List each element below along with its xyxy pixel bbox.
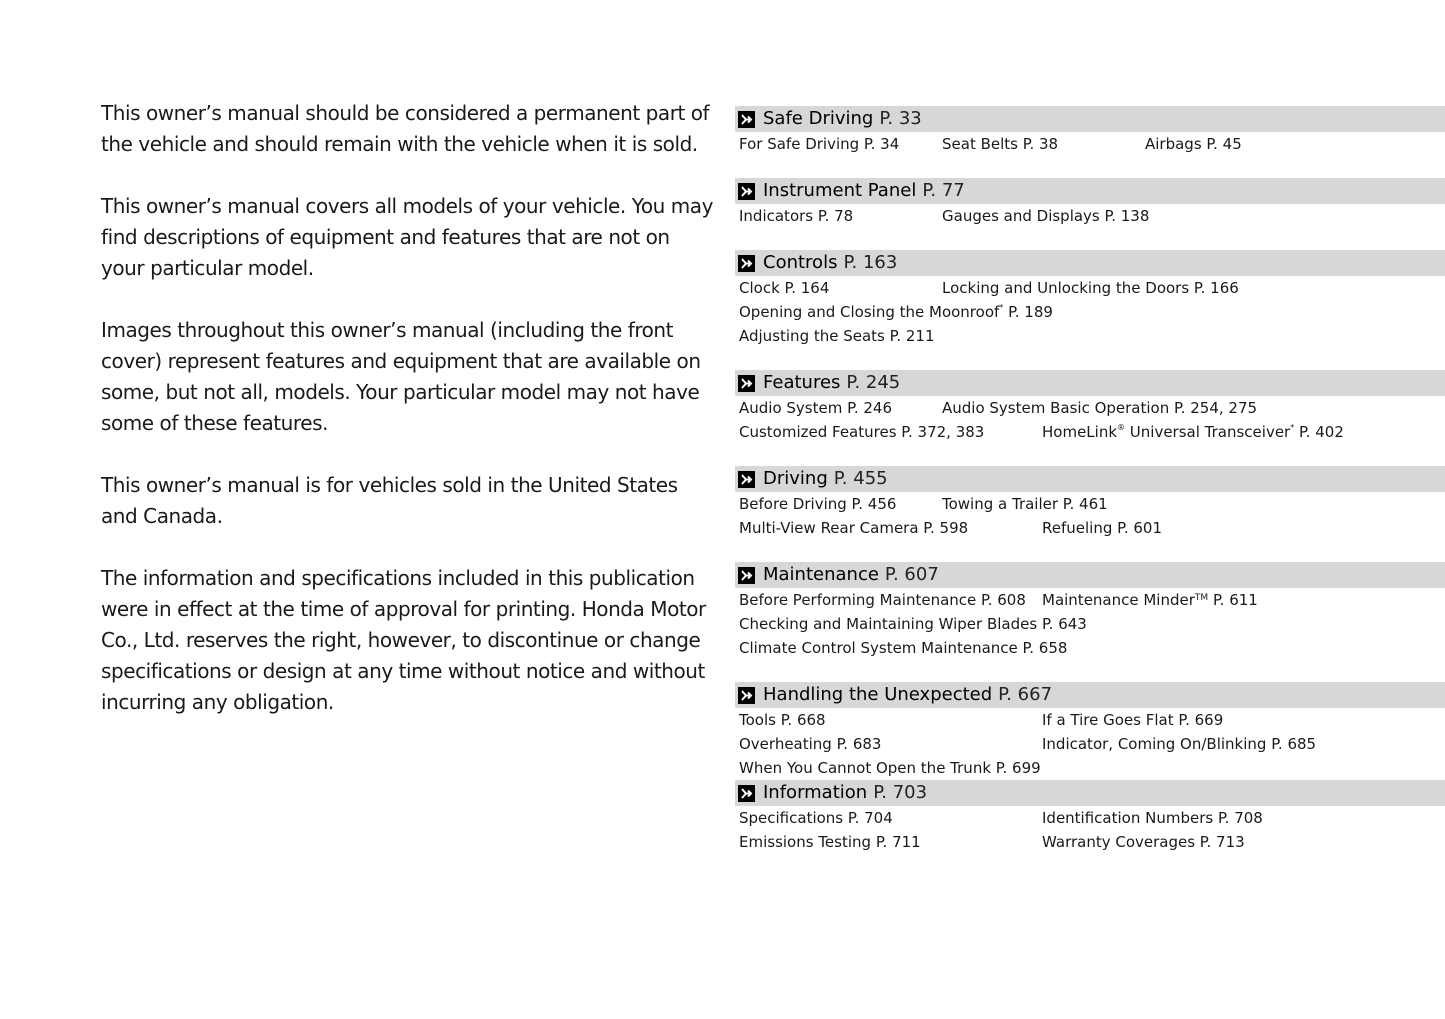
section-page: P. 77: [922, 180, 965, 201]
toc-link[interactable]: Tools P. 668: [739, 711, 826, 729]
toc-link[interactable]: Locking and Unlocking the Doors P. 166: [942, 279, 1239, 297]
toc-link[interactable]: [1042, 420, 1344, 444]
toc-link-page: P. 611: [1212, 591, 1258, 609]
toc-link[interactable]: Seat Belts P. 38: [942, 135, 1059, 153]
toc-link[interactable]: [739, 300, 1053, 324]
section-header[interactable]: [735, 106, 1445, 132]
toc-link[interactable]: Gauges and Displays P. 138: [942, 207, 1150, 225]
intro-paragraph: This owner’s manual should be considered a permanent part of the vehicle and should remain with the vehicle when it is sold.: [101, 101, 710, 156]
toc-link[interactable]: Adjusting the Seats P. 211: [739, 327, 935, 345]
section-header[interactable]: [735, 250, 1445, 276]
section-title: Safe Driving: [763, 108, 874, 129]
section-header[interactable]: [735, 178, 1445, 204]
section-maintenance: [735, 562, 1445, 660]
intro-paragraph: This owner’s manual covers all models of your vehicle. You may find descriptions of equipment and features that are not on your particular model.: [101, 194, 713, 280]
toc-link[interactable]: Checking and Maintaining Wiper Blades P. 643: [739, 615, 1087, 633]
toc-link[interactable]: Multi-View Rear Camera P. 598: [739, 519, 969, 537]
toc-link[interactable]: Warranty Coverages P. 713: [1042, 833, 1245, 851]
toc-link[interactable]: When You Cannot Open the Trunk P. 699: [739, 759, 1041, 777]
section-page: P. 455: [833, 468, 888, 489]
section-header[interactable]: [735, 370, 1445, 396]
toc-link-page: P. 189: [1008, 303, 1053, 321]
toc-link[interactable]: Airbags P. 45: [1145, 135, 1242, 153]
section-page: P. 607: [884, 564, 939, 585]
intro-text: [101, 98, 713, 749]
toc-link[interactable]: Towing a Trailer P. 461: [942, 495, 1108, 513]
arrow-right-icon: [738, 111, 755, 128]
section-information: [735, 780, 1445, 854]
optional-asterisk: *: [999, 303, 1004, 312]
toc-link[interactable]: Before Performing Maintenance P. 608: [739, 591, 1026, 609]
toc-link-label: Universal Transceiver: [1129, 423, 1291, 441]
toc-link[interactable]: For Safe Driving P. 34: [739, 135, 900, 153]
section-title: Controls: [763, 252, 838, 273]
intro-paragraph: This owner’s manual is for vehicles sold in the United States and Canada.: [101, 473, 678, 528]
toc-link[interactable]: If a Tire Goes Flat P. 669: [1042, 711, 1224, 729]
section-page: P. 33: [879, 108, 922, 129]
toc-link[interactable]: Indicators P. 78: [739, 207, 854, 225]
toc-link[interactable]: Refueling P. 601: [1042, 519, 1162, 537]
section-driving: [735, 466, 1445, 540]
arrow-right-icon: [738, 183, 755, 200]
section-header[interactable]: [735, 682, 1445, 708]
section-title: Maintenance: [763, 564, 879, 585]
toc-link[interactable]: Specifications P. 704: [739, 809, 893, 827]
toc-link[interactable]: [1042, 588, 1258, 612]
section-title: Driving: [763, 468, 828, 489]
toc-link[interactable]: Climate Control System Maintenance P. 658: [739, 639, 1068, 657]
section-handling-the-unexpected: [735, 682, 1445, 780]
section-header[interactable]: [735, 466, 1445, 492]
toc-link[interactable]: Audio System Basic Operation P. 254, 275: [942, 399, 1258, 417]
arrow-right-icon: [738, 471, 755, 488]
section-controls: [735, 250, 1445, 348]
section-header[interactable]: [735, 562, 1445, 588]
section-title: Information: [763, 782, 868, 803]
toc-link[interactable]: Indicator, Coming On/Blinking P. 685: [1042, 735, 1317, 753]
section-header[interactable]: [735, 780, 1445, 806]
section-title: Instrument Panel: [763, 180, 917, 201]
intro-paragraph: Images throughout this owner’s manual (including the front cover) represent features and equipment that are available on some, but not all, models. Your particular model may not have some of these features.: [101, 318, 701, 435]
section-title: Features: [763, 372, 841, 393]
toc-link-label: Maintenance Minder: [1042, 591, 1195, 609]
arrow-right-icon: [738, 375, 755, 392]
optional-asterisk: *: [1290, 423, 1295, 432]
toc-link[interactable]: Audio System P. 246: [739, 399, 892, 417]
toc-link[interactable]: Emissions Testing P. 711: [739, 833, 921, 851]
section-instrument-panel: [735, 178, 1445, 228]
trademark-mark: TM: [1194, 593, 1209, 603]
toc-link[interactable]: Clock P. 164: [739, 279, 830, 297]
toc-link-label: Opening and Closing the Moonroof: [739, 303, 1000, 321]
intro-paragraph: The information and specifications included in this publication were in effect at the time of approval for printing. Honda Motor Co., Ltd. reserves the right, however, to discontinue or change specifications or design at any time without notice and without incurring any obligation.: [101, 566, 706, 714]
arrow-right-icon: [738, 255, 755, 272]
section-page: P. 667: [998, 684, 1053, 705]
toc-link[interactable]: Customized Features P. 372, 383: [739, 423, 985, 441]
arrow-right-icon: [738, 785, 755, 802]
toc-link-label: HomeLink: [1042, 423, 1118, 441]
quick-reference-index: [735, 106, 1445, 876]
toc-link[interactable]: Before Driving P. 456: [739, 495, 897, 513]
toc-link-page: P. 402: [1299, 423, 1344, 441]
toc-link[interactable]: Identification Numbers P. 708: [1042, 809, 1263, 827]
section-page: P. 245: [846, 372, 901, 393]
toc-link[interactable]: Overheating P. 683: [739, 735, 882, 753]
arrow-right-icon: [738, 687, 755, 704]
section-page: P. 703: [873, 782, 928, 803]
section-features: [735, 370, 1445, 444]
registered-mark: ®: [1117, 423, 1126, 432]
section-page: P. 163: [843, 252, 898, 273]
section-safe-driving: [735, 106, 1445, 156]
section-title: Handling the Unexpected: [763, 684, 993, 705]
arrow-right-icon: [738, 567, 755, 584]
